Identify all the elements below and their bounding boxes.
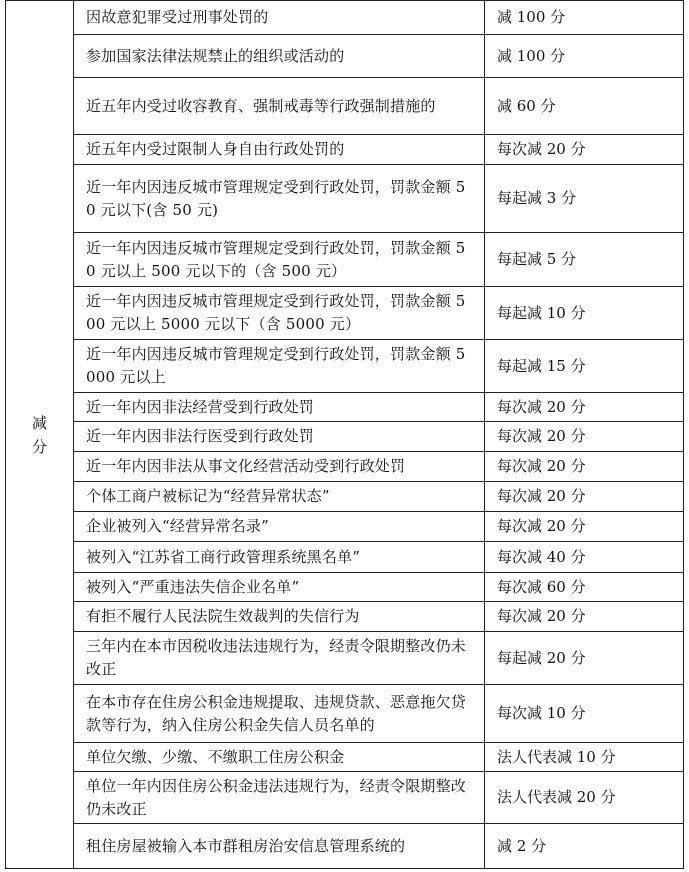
- category-cell: [6, 1, 74, 869]
- table-row: [6, 482, 684, 512]
- table-row: [6, 512, 684, 542]
- document-page: [5, 0, 683, 868]
- table-row: [6, 743, 684, 772]
- item-cell: 近五年内受过限制人身自由行政处罚的: [74, 135, 485, 165]
- table-row: [6, 78, 684, 135]
- table-row: [6, 340, 684, 393]
- score-cell: 每起减 20 分: [485, 632, 684, 685]
- table-row: [6, 632, 684, 685]
- score-cell: 每起减 5 分: [485, 233, 684, 287]
- score-cell: 每次减 20 分: [485, 135, 684, 165]
- score-cell: 每次减 20 分: [485, 452, 684, 482]
- item-cell: 近一年内因违反城市管理规定受到行政处罚，罚款金额 500 元以上 5000 元以下（含 5000 元）: [74, 287, 485, 340]
- table-row: [6, 233, 684, 287]
- item-cell: 被列入“江苏省工商行政管理系统黑名单”: [74, 542, 485, 573]
- item-cell: 有拒不履行人民法院生效裁判的失信行为: [74, 602, 485, 632]
- item-cell: 近一年内因非法从事文化经营活动受到行政处罚: [74, 452, 485, 482]
- score-cell: 减 2 分: [485, 824, 684, 869]
- item-cell: 近一年内因违反城市管理规定受到行政处罚，罚款金额 50 元以下(含 50 元): [74, 165, 485, 233]
- score-cell: 每次减 20 分: [485, 482, 684, 512]
- item-cell: 三年内在本市因税收违法违规行为，经责令限期整改仍未改正: [74, 632, 485, 685]
- table-row: [6, 685, 684, 743]
- table-row: [6, 573, 684, 602]
- item-cell: 租住房屋被输入本市群租房治安信息管理系统的: [74, 824, 485, 869]
- score-cell: 每起减 3 分: [485, 165, 684, 233]
- score-cell: 每次减 60 分: [485, 573, 684, 602]
- item-cell: 个体工商户被标记为“经营异常状态”: [74, 482, 485, 512]
- score-cell: 法人代表减 10 分: [485, 743, 684, 772]
- score-cell: 减 100 分: [485, 1, 684, 35]
- table-row: [6, 542, 684, 573]
- item-cell: 企业被列入“经营异常名录”: [74, 512, 485, 542]
- score-cell: 减 100 分: [485, 35, 684, 78]
- table-row: [6, 772, 684, 824]
- table-row: [6, 393, 684, 422]
- item-cell: 近一年内因违反城市管理规定受到行政处罚，罚款金额 50 元以上 500 元以下的（含 500 元）: [74, 233, 485, 287]
- item-cell: 近一年内因违反城市管理规定受到行政处罚，罚款金额 5000 元以上: [74, 340, 485, 393]
- table-body: [6, 1, 684, 869]
- item-cell: 近五年内受过收容教育、强制戒毒等行政强制措施的: [74, 78, 485, 135]
- item-cell: 被列入“严重违法失信企业名单”: [74, 573, 485, 602]
- table-row: [6, 165, 684, 233]
- table-row: [6, 824, 684, 869]
- score-cell: 每次减 20 分: [485, 422, 684, 452]
- score-cell: 每起减 10 分: [485, 287, 684, 340]
- score-cell: 每次减 20 分: [485, 512, 684, 542]
- score-cell: 减 60 分: [485, 78, 684, 135]
- item-cell: 在本市存在住房公积金违规提取、违规贷款、恶意拖欠贷款等行为，纳入住房公积金失信人员名单的: [74, 685, 485, 743]
- category-label: 减分: [31, 413, 47, 456]
- item-cell: 单位欠缴、少缴、不缴职工住房公积金: [74, 743, 485, 772]
- item-cell: 因故意犯罪受过刑事处罚的: [74, 1, 485, 35]
- deduction-table: [5, 0, 684, 869]
- table-row: [6, 35, 684, 78]
- table-row: [6, 287, 684, 340]
- table-row: [6, 135, 684, 165]
- score-cell: 每次减 40 分: [485, 542, 684, 573]
- score-cell: 每起减 15 分: [485, 340, 684, 393]
- table-row: [6, 1, 684, 35]
- item-cell: 近一年内因非法行医受到行政处罚: [74, 422, 485, 452]
- score-cell: 法人代表减 20 分: [485, 772, 684, 824]
- item-cell: 近一年内因非法经营受到行政处罚: [74, 393, 485, 422]
- item-cell: 参加国家法律法规禁止的组织或活动的: [74, 35, 485, 78]
- table-row: [6, 602, 684, 632]
- table-row: [6, 422, 684, 452]
- score-cell: 每次减 20 分: [485, 393, 684, 422]
- score-cell: 每次减 20 分: [485, 602, 684, 632]
- table-row: [6, 452, 684, 482]
- score-cell: 每次减 10 分: [485, 685, 684, 743]
- item-cell: 单位一年内因住房公积金违法违规行为，经责令限期整改仍未改正: [74, 772, 485, 824]
